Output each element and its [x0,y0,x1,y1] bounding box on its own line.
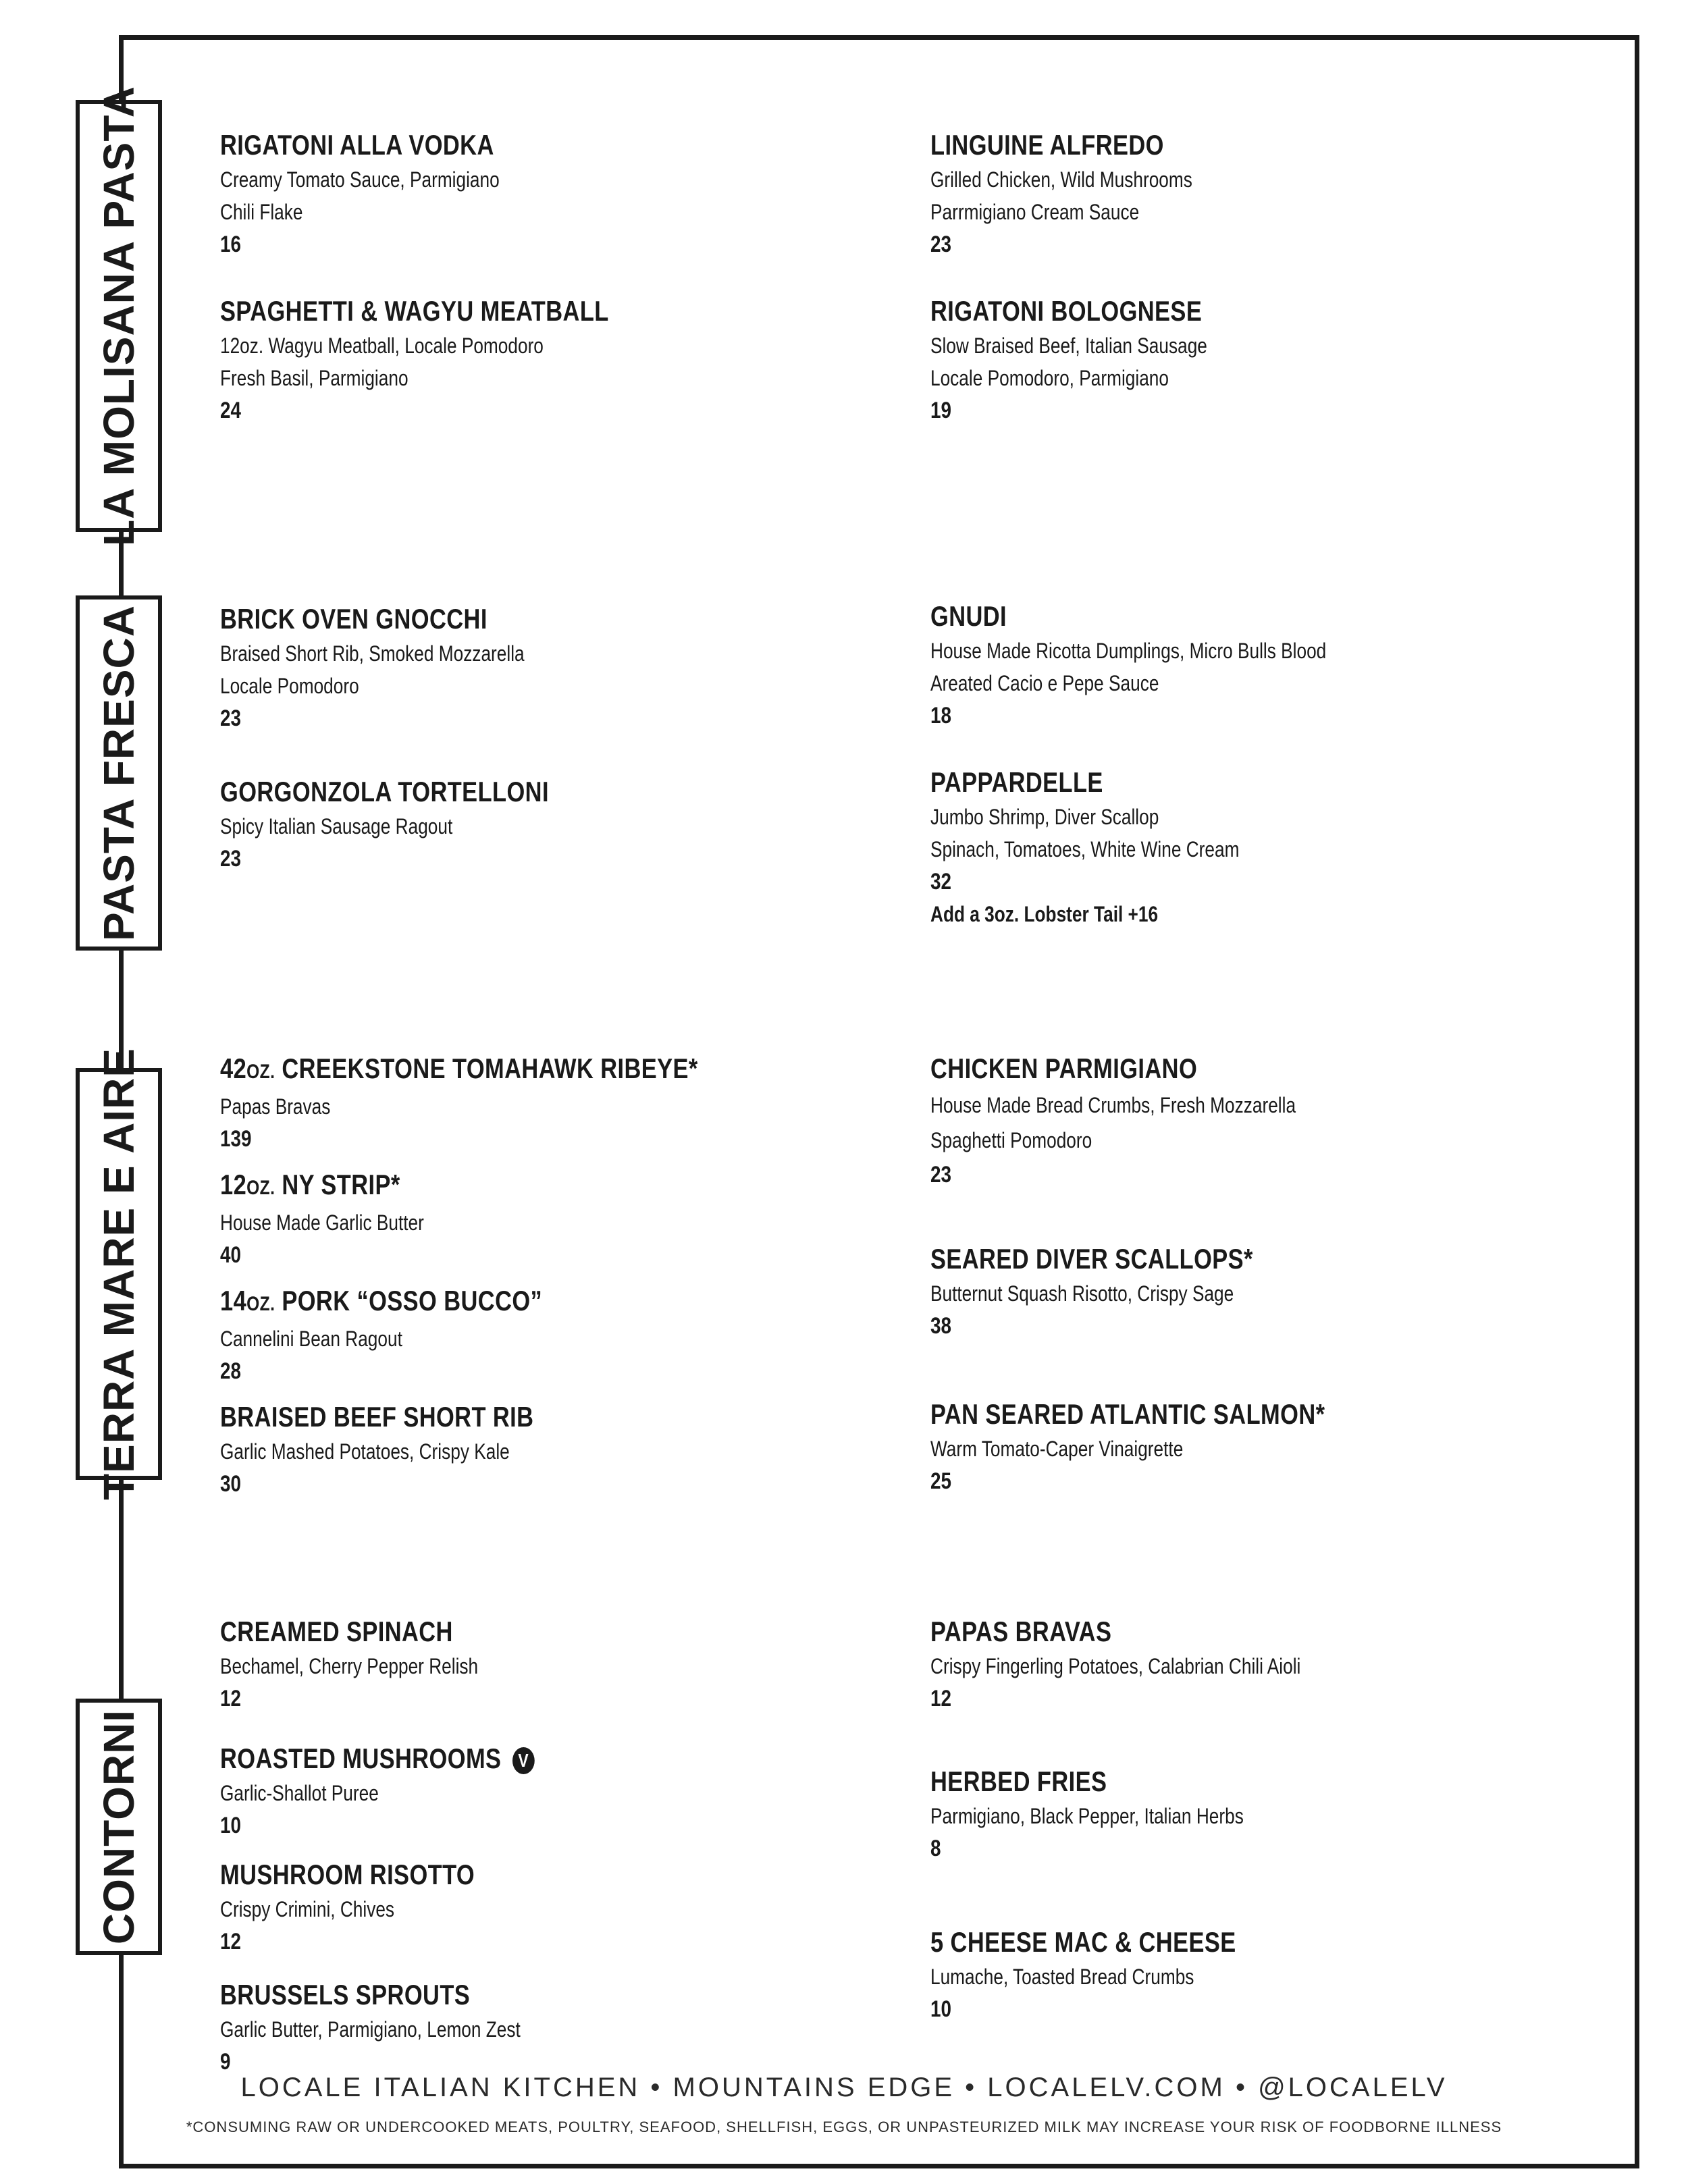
section-title: TERRA MARE E AIRE [95,1047,143,1501]
item-desc: Slow Braised Beef, Italian Sausage [930,334,1207,358]
menu-item [220,601,828,735]
menu-item [930,1050,1538,1192]
menu-item [930,1241,1538,1342]
item-price: 12 [930,1686,952,1711]
item-desc: Warm Tomato-Caper Vinaigrette [930,1437,1184,1461]
item-name: 5 CHEESE MAC & CHEESE [930,1926,1236,1958]
menu-item [930,1396,1538,1497]
item-desc: Spinach, Tomatoes, White Wine Cream [930,837,1240,861]
item-desc: 12oz. Wagyu Meatball, Locale Pomodoro [220,334,544,358]
item-name: CHICKEN PARMIGIANO [930,1053,1198,1084]
item-name: BRUSSELS SPROUTS [220,1979,471,2010]
item-price: 30 [220,1471,242,1497]
item-name: PAPPARDELLE [930,766,1103,798]
item-unit: OZ. [246,1293,275,1315]
menu-item [220,774,828,875]
item-name: GNUDI [930,600,1007,632]
footer-disclaimer: *CONSUMING RAW OR UNDERCOOKED MEATS, POULTRY, SEAFOOD, SHELLFISH, EGGS, OR UNPASTEURIZED MILK MAY INCREASE YOUR RISK OF FOODBORNE ILLNESS [186,2119,1502,2135]
item-price: 38 [930,1313,952,1339]
item-desc: House Made Garlic Butter [220,1210,424,1235]
item-price: 24 [220,398,242,423]
section-label-terra [76,1047,162,1501]
item-name: RIGATONI ALLA VODKA [220,129,494,161]
item-desc: Areated Cacio e Pepe Sauce [930,671,1159,695]
item-price: 28 [220,1358,242,1384]
item-name: HERBED FRIES [930,1765,1107,1797]
item-price: 12 [220,1929,242,1954]
section-label-pasta [76,86,162,546]
item-desc: Crispy Crimini, Chives [220,1897,395,1921]
item-desc: Parmigiano, Black Pepper, Italian Herbs [930,1804,1244,1828]
menu-item [220,293,828,427]
item-desc: Parrmigiano Cream Sauce [930,200,1140,224]
item-price: 23 [220,846,242,872]
menu-item [220,1857,828,1958]
item-name: RIGATONI BOLOGNESE [930,295,1203,327]
item-price: 18 [930,703,952,728]
menu-item [930,1614,1538,1715]
item-name: BRICK OVEN GNOCCHI [220,603,487,635]
item-name: LINGUINE ALFREDO [930,129,1164,161]
section-title: CONTORNI [95,1709,143,1945]
item-desc: Cannelini Bean Ragout [220,1327,402,1351]
menu-item [930,127,1538,261]
item-unit: OZ. [246,1177,275,1199]
item-name: GORGONZOLA TORTELLONI [220,776,549,807]
item-desc: Creamy Tomato Sauce, Parmigiano [220,167,500,192]
item-name: CREEKSTONE TOMAHAWK RIBEYE* [282,1053,698,1084]
menu-item [220,1399,828,1500]
item-unit: OZ. [246,1061,275,1083]
item-price: 19 [930,398,952,423]
section-title: PASTA FRESCA [95,605,143,941]
section-label-contorni [76,1699,162,1955]
item-name: MUSHROOM RISOTTO [220,1859,475,1890]
item-price: 23 [930,232,952,257]
item-name-line [220,1050,718,1090]
item-price: 25 [930,1468,952,1494]
item-desc: Crispy Fingerling Potatoes, Calabrian Chili Aioli [930,1654,1301,1678]
item-price: 16 [220,232,242,257]
vegetarian-badge-icon: V [512,1747,535,1774]
item-price: 40 [220,1242,242,1268]
item-price: 12 [220,1686,242,1711]
item-price: 139 [220,1126,252,1152]
item-name: PAN SEARED ATLANTIC SALMON* [930,1398,1325,1430]
item-desc: Garlic Mashed Potatoes, Crispy Kale [220,1439,510,1464]
item-price: 10 [930,1996,952,2022]
item-name: PORK “OSSO BUCCO” [282,1285,543,1316]
item-name: CREAMED SPINACH [220,1616,453,1647]
item-desc: Fresh Basil, Parmigiano [220,366,408,390]
section-label-fresca [76,595,162,951]
item-price: 10 [220,1813,242,1838]
item-addon: Add a 3oz. Lobster Tail +16 [930,902,1159,926]
item-desc: Locale Pomodoro [220,674,359,698]
item-name: SEARED DIVER SCALLOPS* [930,1243,1253,1275]
item-price: 32 [930,869,952,895]
item-desc: Spaghetti Pomodoro [930,1128,1092,1152]
item-desc: House Made Ricotta Dumplings, Micro Bulls Blood [930,639,1327,663]
item-desc: Jumbo Shrimp, Diver Scallop [930,805,1159,829]
item-price: 23 [930,1162,952,1188]
item-name: NY STRIP* [282,1169,400,1200]
item-desc: Bechamel, Cherry Pepper Relish [220,1654,479,1678]
menu-item [220,1050,828,1155]
menu-item [220,127,828,261]
item-desc: Grilled Chicken, Wild Mushrooms [930,167,1192,192]
item-size: 12 [220,1169,247,1200]
item-desc: Butternut Squash Risotto, Crispy Sage [930,1281,1234,1306]
item-name: PAPAS BRAVAS [930,1616,1112,1647]
menu-item [220,1740,828,1842]
item-name: BRAISED BEEF SHORT RIB [220,1401,534,1433]
menu-item [220,1977,828,2078]
item-size: 14 [220,1285,247,1316]
item-name: ROASTED MUSHROOMS [220,1742,502,1774]
item-desc: Lumache, Toasted Bread Crumbs [930,1965,1194,1989]
item-desc: House Made Bread Crumbs, Fresh Mozzarella [930,1093,1296,1117]
item-name-line [220,1283,718,1323]
menu-item [220,1167,828,1271]
item-desc: Spicy Italian Sausage Ragout [220,814,453,838]
item-desc: Chili Flake [220,200,303,224]
menu-item [220,1614,828,1715]
menu-item [930,293,1538,427]
menu-item [930,598,1538,732]
item-desc: Locale Pomodoro, Parmigiano [930,366,1169,390]
item-desc: Garlic-Shallot Puree [220,1781,379,1805]
item-price: 8 [930,1836,941,1861]
menu-item [930,764,1538,930]
item-size: 42 [220,1053,247,1084]
item-name: SPAGHETTI & WAGYU MEATBALL [220,295,609,327]
item-name-line [220,1740,718,1777]
item-name-line [220,1167,718,1206]
menu-item [930,1924,1538,2025]
section-title: LA MOLISANA PASTA [95,86,143,546]
item-price: 9 [220,2049,231,2075]
footer-line: LOCALE ITALIAN KITCHEN • MOUNTAINS EDGE • LOCALELV.COM • @LOCALELV [240,2073,1448,2102]
menu-item [930,1763,1538,1865]
item-desc: Garlic Butter, Parmigiano, Lemon Zest [220,2017,521,2042]
menu-item [220,1283,828,1387]
item-desc: Braised Short Rib, Smoked Mozzarella [220,641,525,666]
item-desc: Papas Bravas [220,1094,331,1119]
item-price: 23 [220,705,242,731]
